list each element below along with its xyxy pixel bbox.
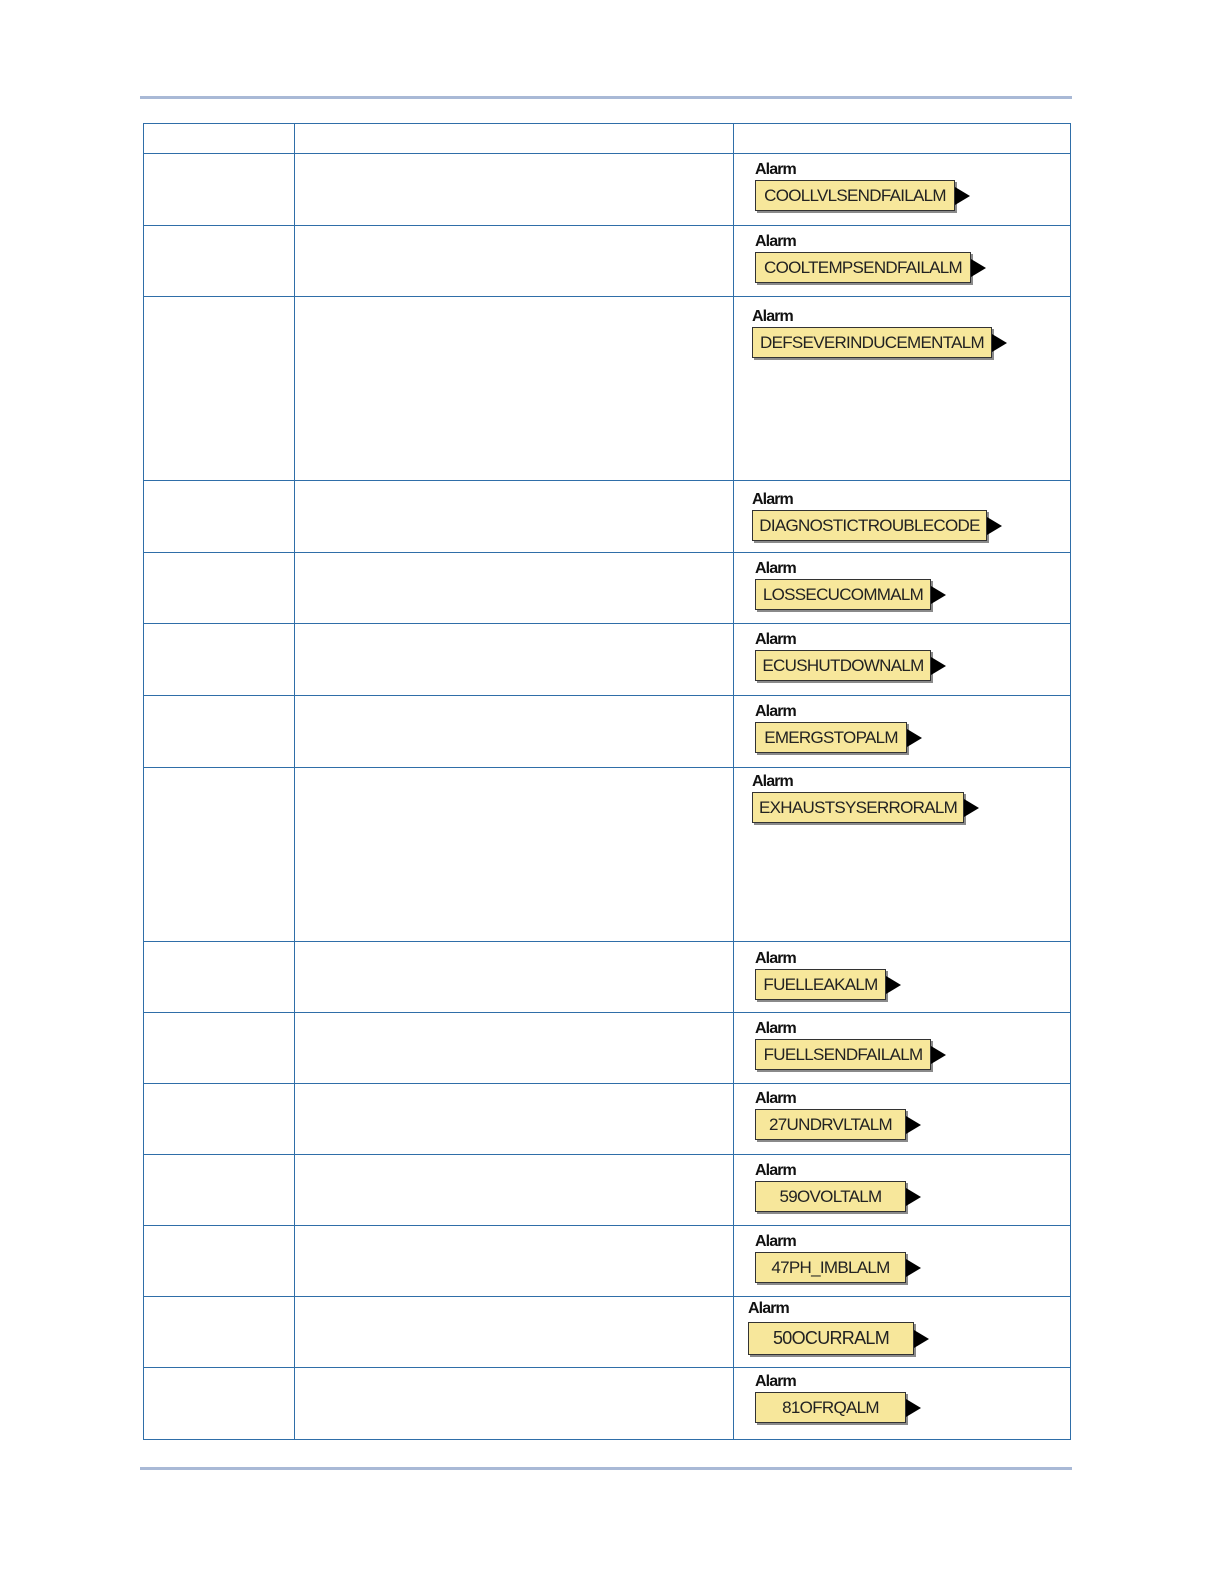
logic-block-cell: [734, 1368, 1071, 1440]
block-label: Alarm: [755, 703, 796, 720]
output-arrow-icon: [886, 976, 901, 994]
block-label: Alarm: [755, 950, 796, 967]
table-row: [144, 1368, 1071, 1440]
output-arrow-icon: [964, 799, 979, 817]
table-row: [144, 297, 1071, 481]
output-arrow-icon: [971, 259, 986, 277]
block-label: Alarm: [755, 1233, 796, 1250]
header-cell-3: [734, 124, 1071, 154]
output-arrow-icon: [931, 586, 946, 604]
logic-block-cell: [734, 154, 1071, 226]
alarm-tag: COOLTEMPSENDFAILALM: [755, 252, 971, 283]
logic-block-cell: [734, 481, 1071, 553]
logic-block-cell: [734, 768, 1071, 942]
logic-block-cell: [734, 1297, 1071, 1368]
table-row: [144, 226, 1071, 297]
block-label: Alarm: [752, 491, 793, 508]
alarm-tag: COOLLVLSENDFAILALM: [755, 180, 955, 211]
block-label: Alarm: [755, 631, 796, 648]
alarm-logic-block: [755, 233, 1055, 279]
block-label: Alarm: [755, 1373, 796, 1390]
alarm-tag: FUELLSENDFAILALM: [755, 1039, 931, 1070]
output-arrow-icon: [931, 1046, 946, 1064]
block-label: Alarm: [755, 560, 796, 577]
table-row: [144, 154, 1071, 226]
output-arrow-icon: [906, 1399, 921, 1417]
output-arrow-icon: [906, 1116, 921, 1134]
alarm-logic-block: [755, 1373, 1055, 1419]
alarm-logic-block: [755, 631, 1055, 677]
alarm-tag: 47PH_IMBLALM: [755, 1252, 906, 1283]
header-cell-2: [295, 124, 734, 154]
block-label: Alarm: [755, 233, 796, 250]
block-label: Alarm: [755, 1020, 796, 1037]
table-row: [144, 768, 1071, 942]
logic-block-cell: [734, 553, 1071, 624]
logic-block-cell: [734, 624, 1071, 696]
alarm-tag: ECUSHUTDOWNALM: [755, 650, 931, 681]
alarm-logic-block: [755, 161, 1055, 207]
alarm-logic-block: [748, 1300, 1048, 1346]
alarm-logic-block: [755, 1090, 1055, 1136]
output-arrow-icon: [955, 187, 970, 205]
alarm-tag: 81OFRQALM: [755, 1392, 906, 1423]
alarm-table: [143, 123, 1071, 1440]
block-label: Alarm: [748, 1300, 789, 1317]
table-row: [144, 1084, 1071, 1155]
output-arrow-icon: [907, 729, 922, 747]
table-row: [144, 1013, 1071, 1084]
alarm-tag: EXHAUSTSYSERRORALM: [752, 792, 964, 823]
block-label: Alarm: [755, 1090, 796, 1107]
table-row: [144, 553, 1071, 624]
alarm-logic-block: [755, 1233, 1055, 1279]
block-label: Alarm: [752, 773, 793, 790]
alarm-tag: EMERGSTOPALM: [755, 722, 907, 753]
logic-block-cell: [734, 1084, 1071, 1155]
alarm-tag: 27UNDRVLTALM: [755, 1109, 906, 1140]
output-arrow-icon: [906, 1188, 921, 1206]
output-arrow-icon: [987, 517, 1002, 535]
alarm-tag: DIAGNOSTICTROUBLECODE: [752, 510, 987, 541]
alarm-tag: FUELLEAKALM: [755, 969, 886, 1000]
block-label: Alarm: [755, 1162, 796, 1179]
logic-block-cell: [734, 1155, 1071, 1226]
block-label: Alarm: [752, 308, 793, 325]
table-header-row: [144, 124, 1071, 154]
output-arrow-icon: [931, 657, 946, 675]
footer-rule: [140, 1467, 1072, 1470]
alarm-tag: LOSSECUCOMMALM: [755, 579, 931, 610]
logic-block-cell: [734, 1013, 1071, 1084]
table-row: [144, 1155, 1071, 1226]
alarm-tag: 59OVOLTALM: [755, 1181, 906, 1212]
block-label: Alarm: [755, 161, 796, 178]
alarm-tag: 50OCURRALM: [748, 1322, 914, 1355]
alarm-logic-block: [752, 308, 1052, 354]
alarm-logic-block: [755, 560, 1055, 606]
logic-block-cell: [734, 226, 1071, 297]
header-cell-1: [144, 124, 295, 154]
table-row: [144, 1226, 1071, 1297]
logic-block-cell: [734, 1226, 1071, 1297]
alarm-logic-block: [755, 703, 1055, 749]
alarm-logic-block: [752, 491, 1052, 537]
logic-block-cell: [734, 297, 1071, 481]
table-row: [144, 481, 1071, 553]
alarm-tag: DEFSEVERINDUCEMENTALM: [752, 327, 992, 358]
alarm-logic-block: [755, 950, 1055, 996]
output-arrow-icon: [992, 334, 1007, 352]
output-arrow-icon: [914, 1330, 929, 1348]
alarm-logic-block: [752, 773, 1052, 819]
output-arrow-icon: [906, 1259, 921, 1277]
header-rule: [140, 96, 1072, 99]
table-row: [144, 942, 1071, 1013]
table-row: [144, 624, 1071, 696]
logic-block-cell: [734, 696, 1071, 768]
alarm-logic-block: [755, 1020, 1055, 1066]
table-row: [144, 1297, 1071, 1368]
table-row: [144, 696, 1071, 768]
alarm-logic-block: [755, 1162, 1055, 1208]
logic-block-cell: [734, 942, 1071, 1013]
